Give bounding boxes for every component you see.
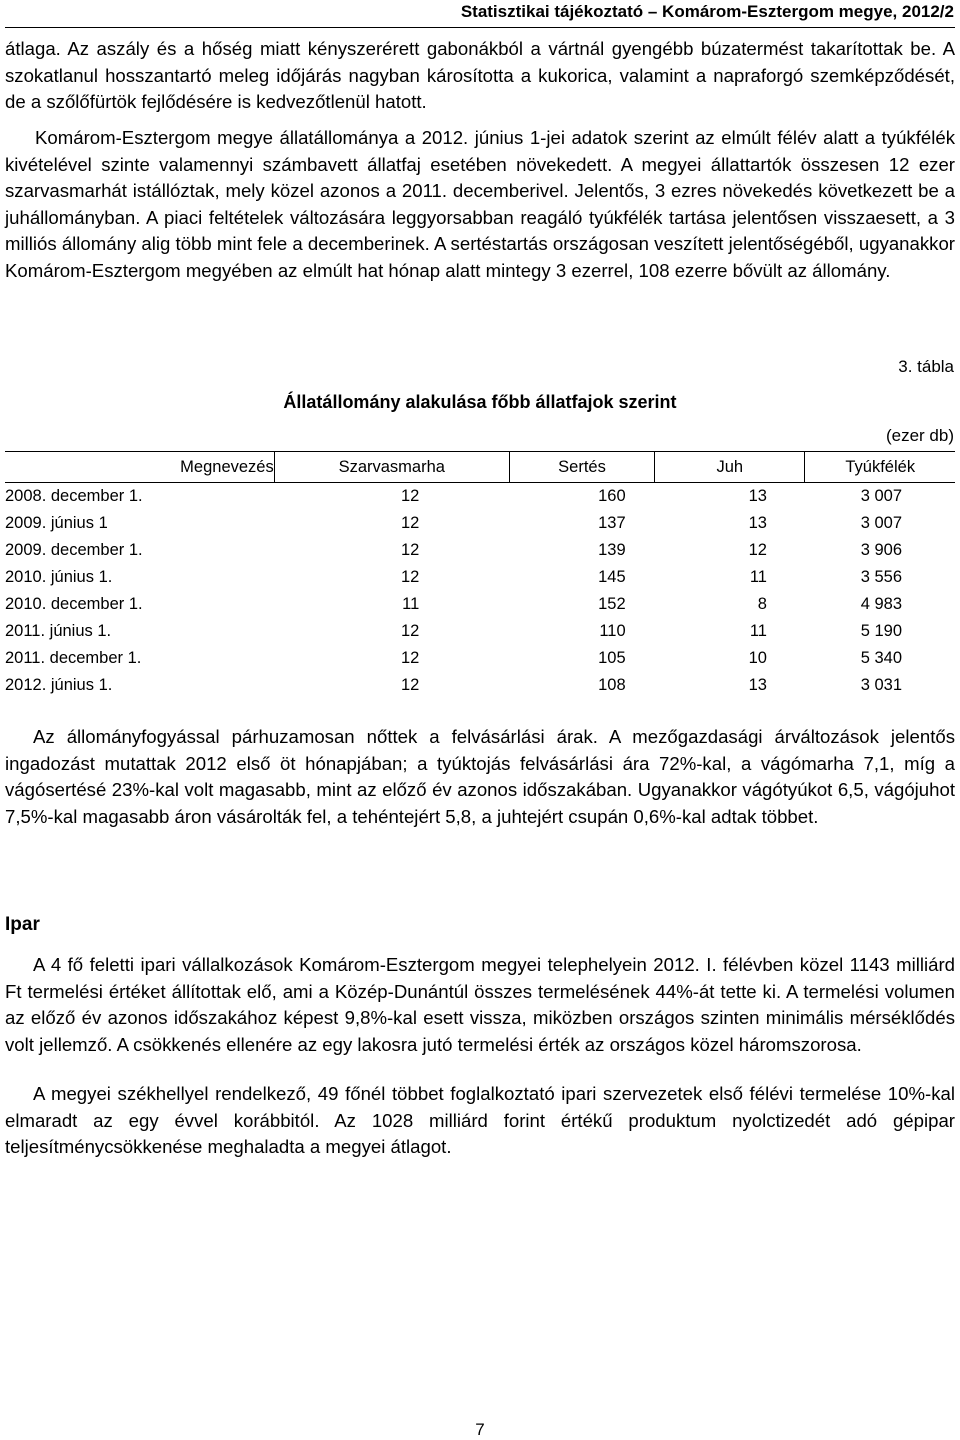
table-row — [5, 672, 955, 699]
cell-sheep: 11 — [749, 568, 767, 586]
livestock-table — [5, 451, 955, 699]
table-row — [5, 618, 955, 645]
page-header-title: Statisztikai tájékoztató – Komárom-Esztergom megye, 2012/2 — [460, 2, 954, 21]
section-heading-ipar: Ipar — [5, 914, 40, 935]
table-row — [5, 483, 955, 511]
cell-cattle: 12 — [400, 487, 420, 505]
page-number: 7 — [475, 1420, 485, 1439]
paragraph-livestock: Komárom-Esztergom megye állatállománya a 2012. június 1-jei adatok szerint az elmúlt félév alatt a tyúkfélék kivételével szinte valamennyi számbavett állatfaj esetében növekedett. A megyei állattartók összesen 12 ezer szarvasmarhát istállóztak, mely közel azonos a 2011. decemberivel. Jelentős, 3 ezres növekedés következett be a juhállományban. A piaci feltételek változására leggyorsabban reagáló tyúkfélék tartása jelentősen visszaesett, a 3 milliós állomány alig több mint fele a decemberinek. A sertéstartás országosan veszített jelentőségéből, ugyanakkor Komárom-Esztergom megyében az elmúlt hat hónap alatt mintegy 3 ezerrel, 108 ezerre bővült az állomány. — [5, 127, 955, 281]
cell-sheep: 12 — [748, 541, 767, 559]
cell-pig: 105 — [598, 649, 626, 667]
cell-sheep: 8 — [757, 595, 767, 613]
row-label: 2009. június 1 — [5, 514, 108, 532]
header-divider — [5, 27, 955, 28]
row-label: 2009. december 1. — [5, 541, 143, 559]
table-row — [5, 537, 955, 564]
row-label: 2010. december 1. — [5, 595, 143, 613]
row-label: 2008. december 1. — [5, 487, 143, 505]
cell-poultry: 4 983 — [860, 595, 902, 613]
col-header-name: Megnevezés — [5, 452, 274, 483]
row-label: 2012. június 1. — [5, 676, 113, 694]
cell-cattle: 12 — [400, 568, 420, 586]
cell-poultry: 3 031 — [860, 676, 902, 694]
cell-poultry: 3 007 — [860, 514, 902, 532]
cell-sheep: 13 — [748, 514, 767, 532]
cell-pig: 160 — [598, 487, 626, 505]
cell-cattle: 12 — [400, 676, 420, 694]
paragraph-prices: Az állományfogyással párhuzamosan nőttek a felvásárlási árak. A mezőgazdasági árváltozások jelentős ingadozást mutattak 2012 első öt hónapjában; a tyúktojás felvásárlási ára 72%-kal, a vágómarha 7,1, míg a vágósertésé 23%-kal volt magasabb, mint az előző év azonos időszakában. Ugyanakkor vágótyúkot 6,5, vágójuhot 7,5%-kal magasabb áron vásárolták fel, a tehéntejért 5,8, a juhtejért csupán 0,6%-kal adtak többet. — [5, 726, 955, 827]
col-header-pig: Sertés — [509, 452, 654, 483]
cell-cattle: 11 — [402, 595, 420, 613]
cell-sheep: 13 — [748, 676, 767, 694]
row-label: 2011. június 1. — [5, 622, 112, 640]
cell-cattle: 12 — [400, 541, 420, 559]
cell-poultry: 3 906 — [860, 541, 902, 559]
table-row — [5, 510, 955, 537]
cell-pig: 108 — [598, 676, 626, 694]
table-title: Állatállomány alakulása főbb állatfajok szerint — [283, 392, 677, 412]
row-label: 2011. december 1. — [5, 649, 142, 667]
cell-pig: 145 — [598, 568, 626, 586]
cell-cattle: 12 — [400, 622, 420, 640]
col-header-cattle: Szarvasmarha — [274, 452, 509, 483]
paragraph-harvest: átlaga. Az aszály és a hőség miatt kényszerérett gabonákból a vártnál gyengébb búzatermést takarítottak be. A szokatlanul hosszantartó meleg időjárás nagyban károsította a kukorica, valamint a napraforgó szemképződését, de a szőlőfürtök fejlődésére is kedvezőtlenül hatott. — [5, 38, 955, 113]
table-row — [5, 564, 955, 591]
table-unit: (ezer db) — [885, 426, 954, 445]
table-header-row — [5, 452, 955, 483]
cell-pig: 152 — [598, 595, 626, 613]
cell-poultry: 5 340 — [860, 649, 902, 667]
cell-poultry: 3 007 — [860, 487, 902, 505]
cell-sheep: 11 — [749, 622, 767, 640]
table-row — [5, 591, 955, 618]
col-header-sheep: Juh — [655, 452, 805, 483]
cell-cattle: 12 — [400, 649, 420, 667]
cell-sheep: 13 — [748, 487, 767, 505]
cell-sheep: 10 — [748, 649, 767, 667]
table-row — [5, 645, 955, 672]
paragraph-industry-2: A megyei székhellyel rendelkező, 49 főnél többet foglalkoztató ipari szervezetek első félévi termelése 10%-kal elmaradt az egy évvel korábbitól. Az 1028 milliárd forint értékű produktum nyolctizedét adó gépipar teljesítménycsökkenése meghaladta a megyei átlagot. — [5, 1083, 955, 1158]
row-label: 2010. június 1. — [5, 568, 113, 586]
paragraph-industry-1: A 4 fő feletti ipari vállalkozások Komárom-Esztergom megyei telephelyein 2012. I. félévben közel 1143 milliárd Ft termelési értéket állítottak elő, ami a Közép-Dunántúl összes termelésének 44%-át tette ki. A termelési volumen az előző év azonos időszakához képest 9,8%-kal esett vissza, miközben országos szinten minimális mérséklődés volt jellemző. A csökkenés ellenére az egy lakosra jutó termelési érték az országos közel háromszorosa. — [5, 954, 955, 1055]
col-header-poultry: Tyúkfélék — [805, 452, 955, 483]
table-number: 3. tábla — [898, 357, 954, 376]
cell-pig: 110 — [599, 622, 626, 640]
cell-pig: 137 — [598, 514, 626, 532]
cell-cattle: 12 — [400, 514, 420, 532]
cell-pig: 139 — [598, 541, 626, 559]
cell-poultry: 3 556 — [860, 568, 902, 586]
cell-poultry: 5 190 — [860, 622, 902, 640]
